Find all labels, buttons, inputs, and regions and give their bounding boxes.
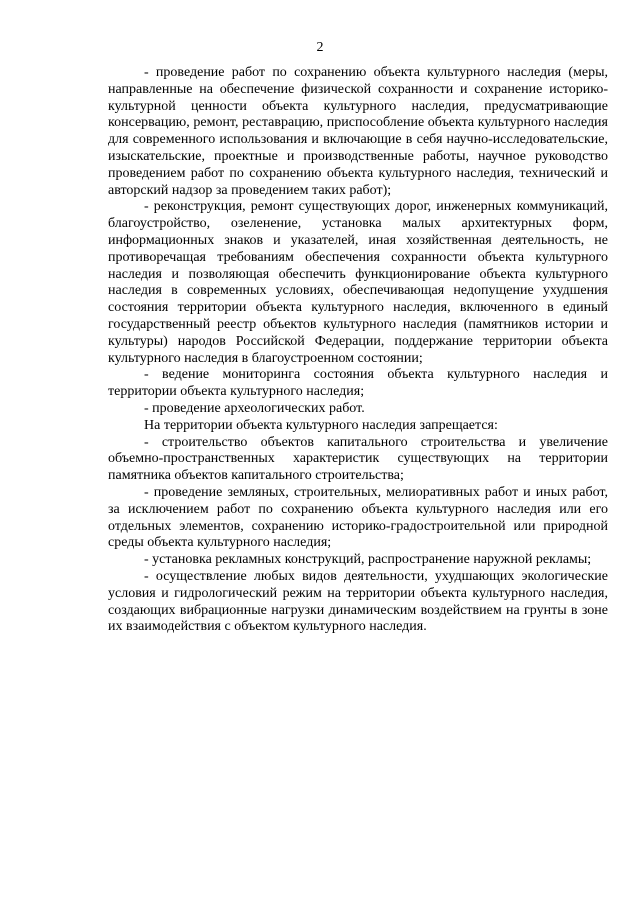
page-number: 2 [316, 40, 324, 55]
paragraph-prohibitions-heading: На территории объекта культурного наследия запрещается: [144, 417, 498, 433]
paragraph-construction-ban: - строительство объектов капитального строительства и увеличение объемно-пространственных характеристик существующих на территории памятника объектов капитального строительства; [108, 434, 608, 484]
document-body [108, 65, 608, 636]
paragraph-ecology-ban: - осуществление любых видов деятельности, ухудшающих экологические условия и гидрологический режим на территории объекта культурного наследия, создающих вибрационные нагрузки динамическим воздействием на грунты в зоне их взаимодействия с объектом культурного наследия. [108, 568, 608, 635]
paragraph-archaeology: - проведение археологических работ. [144, 400, 365, 416]
paragraph-advertising-ban: - установка рекламных конструкций, распространение наружной рекламы; [144, 552, 592, 568]
paragraph-preservation-works: - проведение работ по сохранению объекта культурного наследия (меры, направленные на обеспечение физической сохранности и сохранение историко-культурной ценности объекта культурного наследия, предусматривающие консервацию, ремонт, реставрацию, приспособление объекта культурного наследия для современного использования и включающие в себя научно-исследовательские, изыскательские, проектные и производственные работы, научное руководство проведением работ по сохранению объекта культурного наследия, технический и авторский надзор за проведением таких работ); [108, 65, 608, 198]
paragraph-earthworks-ban: - проведение земляных, строительных, мелиоративных работ и иных работ, за исключением работ по сохранению объекта культурного наследия или его отдельных элементов, сохранению историко-градостроительной или природной среды объекта культурного наследия; [108, 484, 608, 551]
paragraph-reconstruction: - реконструкция, ремонт существующих дорог, инженерных коммуникаций, благоустройство, озеленение, установка малых архитектурных форм, информационных знаков и указателей, иная хозяйственная деятельность, не противоречащая требованиям обеспечения сохранности объекта культурного наследия и позволяющая обеспечить функционирование объекта культурного наследия в современных условиях, обеспечивающая недопущение ухудшения состояния территории объекта культурного наследия, включенного в единый государственный реестр объектов культурного наследия (памятников истории и культуры) народов Российской Федерации, поддержание территории объекта культурного наследия в благоустроенном состоянии; [108, 199, 608, 366]
paragraph-monitoring: - ведение мониторинга состояния объекта культурного наследия и территории объекта культурного наследия; [108, 367, 608, 400]
